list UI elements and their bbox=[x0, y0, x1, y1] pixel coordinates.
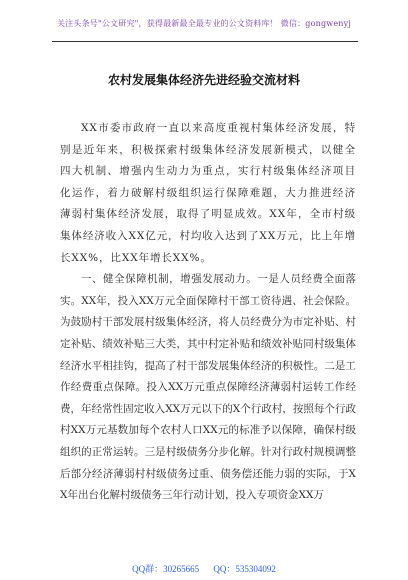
paragraph-intro: XX市委市政府一直以来高度重视村集体经济发展，特别是近年来，积极探索村级集体经济发展新模式，以健全四大机制、增强内生动力为重点，实行村级集体经济项目化运作，着力破解村级组织运行保障难题，大力推进经济薄弱村集体经济发展，取得了明显成效。XX年，全市村级集体经济收入XX亿元，村均收入达到了XX万元，比上年增长XX%，比XX年增长XX%。 bbox=[60, 122, 356, 264]
header-banner: 关注头条号"公文研究"，获得最新最全最专业的公文资料库！ 微信：gongwenyj bbox=[56, 19, 352, 28]
document-body bbox=[60, 118, 356, 507]
footer-qq-group: QQ群：30265665 bbox=[132, 564, 200, 574]
document-title: 农村发展集体经济先进经验交流材料 bbox=[107, 73, 300, 87]
header-divider bbox=[52, 41, 358, 42]
paragraph-section-1: 一、健全保障机制，增强发展动力。一是人员经费全面落实。XX年，投入XX万元全面保障村干部工资待遇、社会保险。为鼓励村干部发展村级集体经济，将人员经费分为市定补贴、村定补贴、绩效补贴三大类，其中村定补贴和绩效补贴同村级集体经济水平相挂钩，提高了村干部发展集体经济的积极性。二是工作经费重点保障。投入XX万元重点保障经济薄弱村运转工作经费，年经常性固定收入XX万元以下的X个行政村，按照每个行政村XX万元基数加每个农村人口XX元的标准予以保障，确保村级组织的正常运转。三是村级债务分步化解。针对行政村规模调整后部分经济薄弱村村级债务过重、债务偿还能力弱的实际，于XX年出台化解村级债务三年行动计划，投入专项资金XX万 bbox=[60, 273, 356, 502]
footer-contact bbox=[0, 562, 408, 575]
footer-qq: QQ：535304092 bbox=[213, 564, 276, 574]
